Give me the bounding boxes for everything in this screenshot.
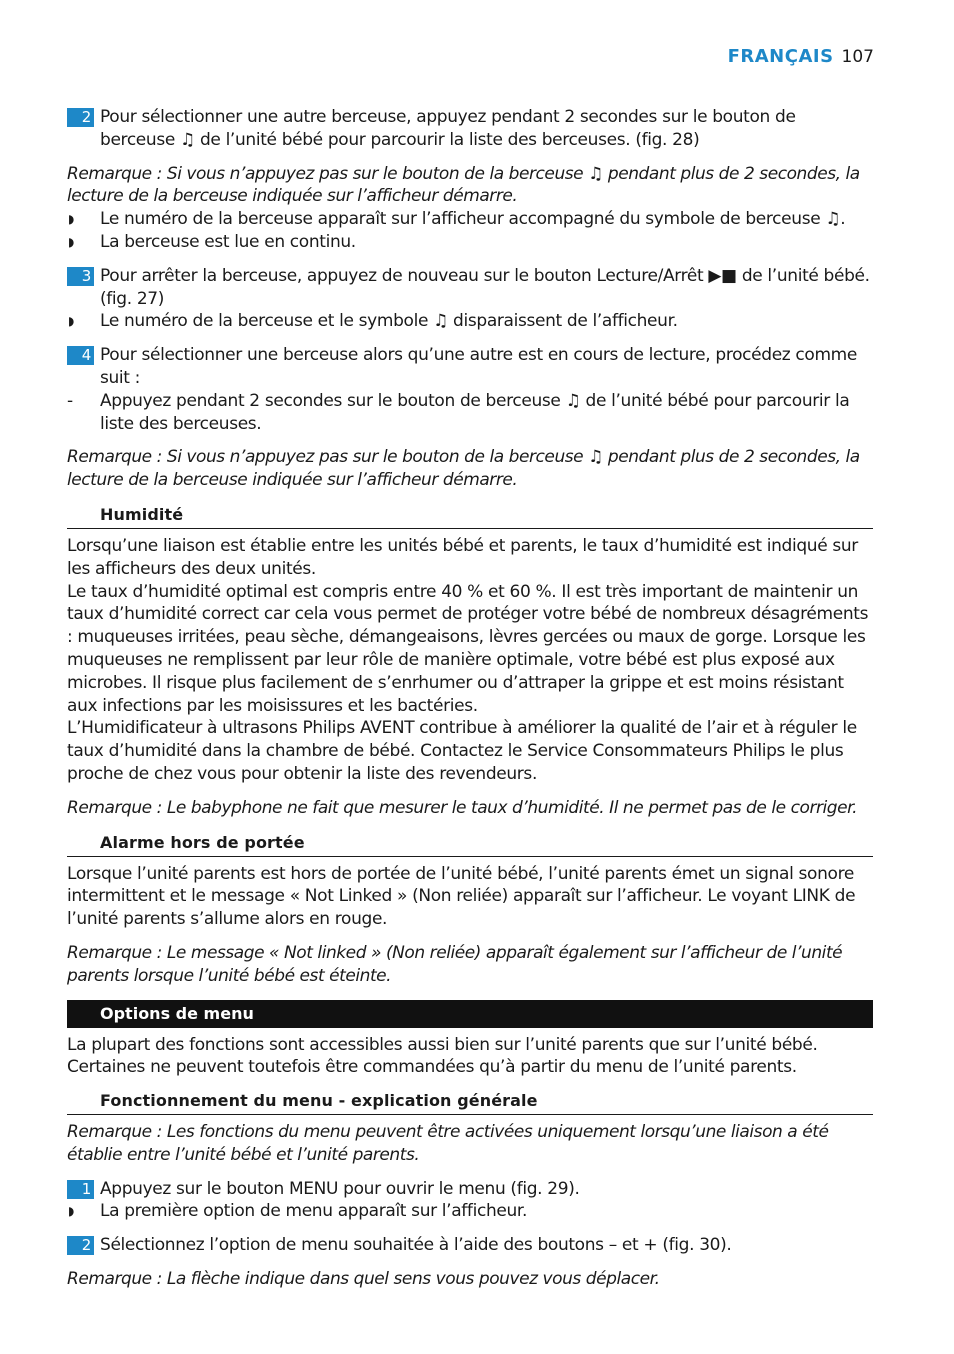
note: Remarque : Le message « Not linked » (Non reliée) apparaît également sur l’afficheur de l’unité parents lorsque l’unité bébé est éteinte. <box>67 942 843 986</box>
bullet-text: La berceuse est lue en continu. <box>100 231 356 252</box>
section-heading-fonctionnement: Fonctionnement du menu - explication générale <box>67 1090 873 1115</box>
bullet-arrow-icon: ◗ <box>68 314 74 329</box>
section-heading-humidite: Humidité <box>67 504 873 529</box>
step-text: Sélectionnez l’option de menu souhaitée à l’aide des boutons – et + (fig. 30). <box>100 1235 732 1256</box>
step-text: Pour sélectionner une autre berceuse, appuyez pendant 2 secondes sur le bouton de berceuse ♫ de l’unité bébé pour parcourir la liste des berceuses. (fig. 28) <box>100 107 796 150</box>
bullet-item <box>67 1200 873 1223</box>
paragraph: Lorsqu’une liaison est établie entre les unités bébé et parents, le taux d’humidité est indiqué sur les afficheurs des deux unités. <box>67 535 858 579</box>
step-3-stop-lullaby <box>67 265 873 311</box>
step-number: 3 <box>67 267 94 286</box>
paragraph: L’Humidificateur à ultrasons Philips AVENT contribue à améliorer la qualité de l’air et à réguler le taux d’humidité dans la chambre de bébé. Contactez le Service Consommateurs Philips le plus proche de chez vous pour obtenir la liste des revendeurs. <box>67 718 857 784</box>
dash-text: Appuyez pendant 2 secondes sur le bouton de berceuse ♫ de l’unité bébé pour parcourir la liste des berceuses. <box>100 390 850 434</box>
bullet-text: La première option de menu apparaît sur l’afficheur. <box>100 1201 528 1222</box>
step-text: Pour sélectionner une berceuse alors qu’une autre est en cours de lecture, procédez comme suit : <box>100 345 858 388</box>
step-4-select-while-playing <box>67 344 873 390</box>
paragraph: Le taux d’humidité optimal est compris entre 40 % et 60 %. Il est très important de maintenir un taux d’humidité correct car cela vous permet de protéger votre bébé de nombreux désagréments : muqueuses irritées, peau sèche, démangeaisons, lèvres gercées ou maux de gorge. Lorsque les muqueuses ne remplissent par leur rôle de manière optimale, votre bébé est plus exposé aux microbes. Il risque plus facilement de s’enrhumer ou d’attraper la grippe et est moins résistant aux infections par les moisissures et les bactéries. <box>67 581 869 716</box>
step-2-select-lullaby <box>67 106 873 152</box>
section-heading-alarme: Alarme hors de portée <box>67 832 873 857</box>
paragraph: Lorsque l’unité parents est hors de portée de l’unité bébé, l’unité parents émet un signal sonore intermittent et le message « Not Linked » (Non reliée) apparaît sur l’afficheur. Le voyant LINK de l’unité parents s’allume alors en rouge. <box>67 863 856 930</box>
step-2-select-menu-option <box>67 1234 873 1257</box>
note: Remarque : Si vous n’appuyez pas sur le bouton de la berceuse ♫ pendant plus de 2 secondes, la lecture de la berceuse indiquée sur l’afficheur démarre. <box>67 163 860 207</box>
dash-mark: - <box>67 390 73 411</box>
paragraph: La plupart des fonctions sont accessibles aussi bien sur l’unité parents que sur l’unité bébé. Certaines ne peuvent toutefois être commandées qu’à partir du menu de l’unité parents. <box>67 1034 818 1078</box>
note: Remarque : Le babyphone ne fait que mesurer le taux d’humidité. Il ne permet pas de le corriger. <box>67 797 858 818</box>
note: Remarque : Les fonctions du menu peuvent être activées uniquement lorsqu’une liaison a été établie entre l’unité bébé et l’unité parents. <box>67 1122 829 1165</box>
bullet-arrow-icon: ◗ <box>68 212 74 227</box>
step-number: 1 <box>67 1180 94 1199</box>
page-number: 107 <box>841 47 874 67</box>
dash-item <box>67 390 873 436</box>
bullet-arrow-icon: ◗ <box>68 234 74 249</box>
step-text: Appuyez sur le bouton MENU pour ouvrir le menu (fig. 29). <box>100 1178 580 1199</box>
bullet-item <box>67 208 873 231</box>
page-header <box>728 46 874 74</box>
section-heading-options-menu: Options de menu <box>67 1000 873 1028</box>
step-number: 4 <box>67 346 94 365</box>
bullet-text: Le numéro de la berceuse et le symbole ♫ disparaissent de l’afficheur. <box>100 311 678 332</box>
bullet-item <box>67 310 873 333</box>
step-1-open-menu <box>67 1178 873 1201</box>
note: Remarque : Si vous n’appuyez pas sur le bouton de la berceuse ♫ pendant plus de 2 secondes, la lecture de la berceuse indiquée sur l’afficheur démarre. <box>67 447 860 491</box>
page-content <box>67 106 873 1291</box>
step-number: 2 <box>67 1236 94 1255</box>
language-label: FRANÇAIS <box>727 46 834 67</box>
step-number: 2 <box>67 108 94 127</box>
bullet-arrow-icon: ◗ <box>68 1204 74 1219</box>
bullet-text: Le numéro de la berceuse apparaît sur l’afficheur accompagné du symbole de berceuse ♫. <box>100 209 846 230</box>
note: Remarque : La flèche indique dans quel sens vous pouvez vous déplacer. <box>67 1269 660 1290</box>
step-text: Pour arrêter la berceuse, appuyez de nouveau sur le bouton Lecture/Arrêt ▶■ de l’unité bébé. (fig. 27) <box>100 265 870 309</box>
bullet-item <box>67 231 873 254</box>
